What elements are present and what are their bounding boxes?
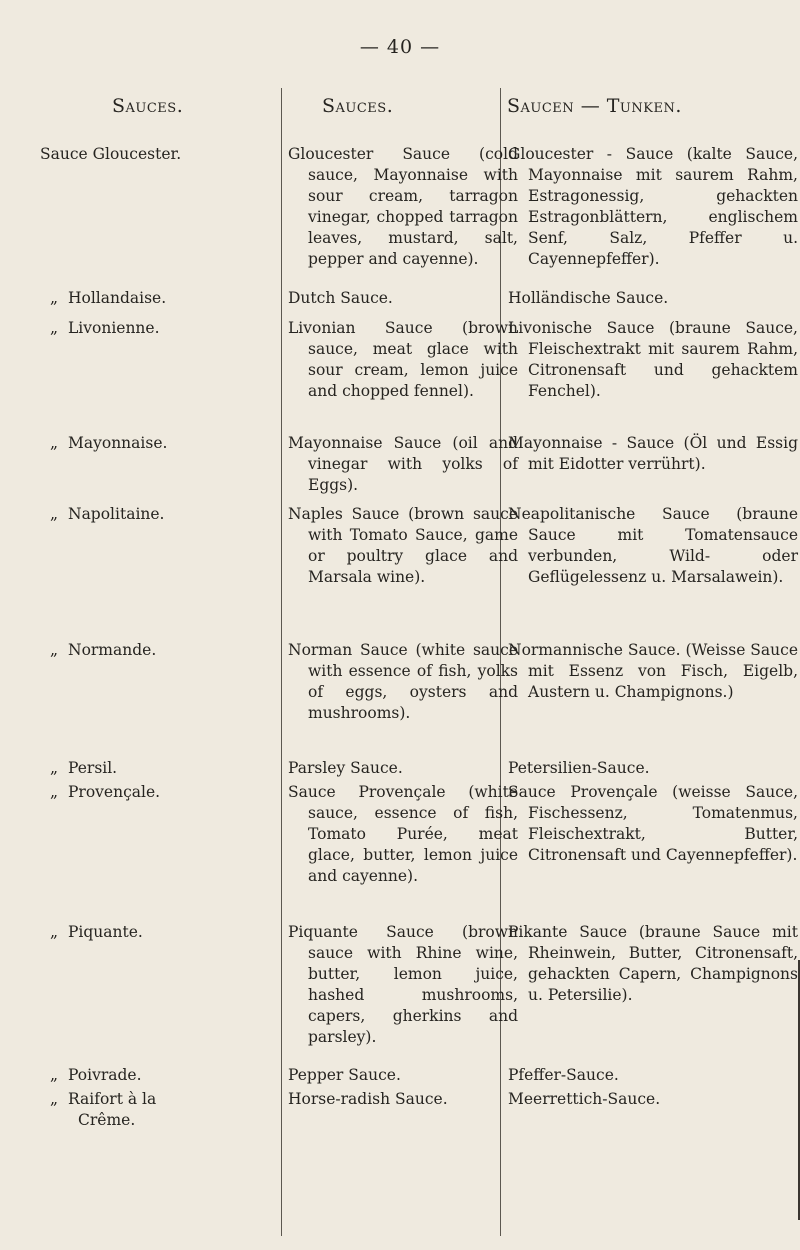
column-divider-left [281,88,282,1236]
entry-french [40,782,250,803]
ditto-mark: „ [49,319,59,337]
header-english: Sauces. [322,95,394,117]
entry-german: Livonische Sauce (braune Sauce, Fleischextrakt mit saurem Rahm, Citronensaft und gehacktem Fenchel). [508,319,798,400]
entry-french [40,1065,250,1086]
french-name: Poivrade. [68,1066,142,1084]
entry-english: Livonian Sauce (brown sauce, meat glace with sour cream, lemon juice and chopped fennel). [288,319,518,400]
entry-english: Sauce Provençale (white sauce, essence of fish, Tomato Purée, meat glace, butter, lemon juice and cayenne). [288,783,518,885]
ditto-mark: „ [49,1066,59,1084]
entry-english: Parsley Sauce. [288,759,403,777]
french-name: Persil. [68,759,118,777]
entry-german: Gloucester - Sauce (kalte Sauce, Mayonnaise mit saurem Rahm, Estragonessig, gehackten Estragonblättern, englischem Senf, Salz, Pfeffer u. Cayennepfeffer). [508,145,798,268]
ditto-mark: „ [49,289,59,307]
entry-french [40,922,250,943]
entry-english: Piquante Sauce (brown sauce with Rhine wine, butter, lemon juice, hashed mushrooms, capers, gherkins and parsley). [288,923,518,1046]
french-name: Piquante. [68,923,143,941]
ditto-mark: „ [49,1090,59,1108]
french-name: Raifort à la [68,1090,157,1108]
entry-german: Normannische Sauce. (Weisse Sauce mit Essenz von Fisch, Eigelb, Austern u. Champignons.) [508,641,798,701]
entry-english: Dutch Sauce. [288,289,393,307]
entry-english: Pepper Sauce. [288,1066,401,1084]
french-name: Normande. [68,641,157,659]
entry-french [40,1089,250,1131]
header-french: Sauces. [112,95,184,117]
entry-french [40,504,250,525]
ditto-mark: „ [49,759,59,777]
french-name: Mayonnaise. [68,434,168,452]
entry-english: Naples Sauce (brown sauce with Tomato Sauce, game or poultry glace and Marsala wine). [288,505,518,586]
entry-german: Meerrettich-Sauce. [508,1090,661,1108]
entry-french [40,288,250,309]
header-german: Saucen — Tunken. [507,95,682,117]
entry-german: Holländische Sauce. [508,289,669,307]
entry-french [40,758,250,779]
entry-english: Gloucester Sauce (cold sauce, Mayonnaise with sour cream, tarragon vinegar, chopped tarragon leaves, mustard, salt, pepper and cayenne). [288,145,518,268]
entry-german: Pikante Sauce (braune Sauce mit Rheinwein, Butter, Citronensaft, gehackten Capern, Champignons u. Petersilie). [508,923,798,1004]
entry-german: Sauce Provençale (weisse Sauce, Fischessenz, Tomatenmus, Fleischextrakt, Butter, Citronensaft und Cayennepfeffer). [508,783,798,864]
entry-french [40,433,250,454]
entry-german: Neapolitanische Sauce (braune Sauce mit Tomatensauce verbunden, Wild- oder Geflügelessenz u. Marsalawein). [508,505,798,586]
entry-french [40,144,250,165]
entry-english: Norman Sauce (white sauce with essence of fish, yolks of eggs, oysters and mushrooms). [288,641,518,722]
ditto-mark: „ [49,641,59,659]
page-number: — 40 — [359,36,441,58]
entry-german: Mayonnaise - Sauce (Öl und Essig mit Eidotter verrührt). [508,434,798,473]
french-name: Sauce Gloucester. [40,145,182,163]
french-name: Napolitaine. [68,505,165,523]
entry-french [40,640,250,661]
french-name: Hollandaise. [68,289,167,307]
french-name: Provençale. [68,783,161,801]
ditto-mark: „ [49,923,59,941]
entry-french [40,318,250,339]
french-name: Livonienne. [68,319,160,337]
entry-english: Mayonnaise Sauce (oil and vinegar with yolks of Eggs). [288,434,518,494]
ditto-mark: „ [49,434,59,452]
ditto-mark: „ [49,783,59,801]
ditto-mark: „ [49,505,59,523]
entry-english: Horse-radish Sauce. [288,1090,448,1108]
entry-german: Petersilien-Sauce. [508,759,650,777]
entry-german: Pfeffer-Sauce. [508,1066,619,1084]
french-name-continued: Crême. [78,1111,136,1129]
